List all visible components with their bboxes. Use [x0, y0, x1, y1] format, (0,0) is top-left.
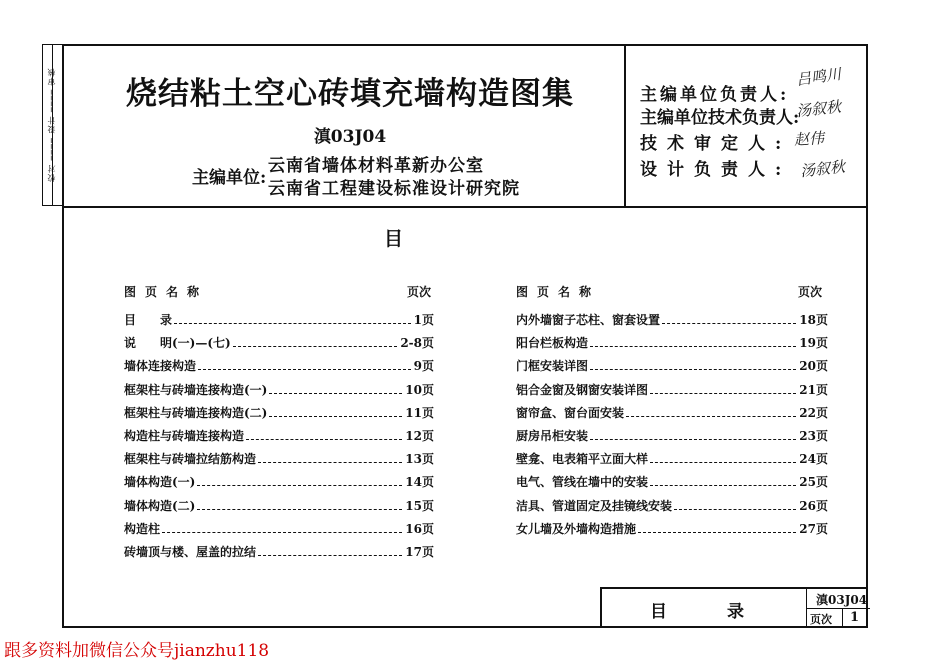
toc-entry: [516, 357, 828, 380]
toc-entry-page: 22页: [799, 405, 828, 420]
toc-entry: [516, 381, 828, 404]
atlas-code: 滇03J04: [313, 127, 387, 147]
toc-entry-title: 壁龛、电表箱平立面大样: [516, 452, 649, 467]
title-block-code: 滇03J04: [816, 593, 868, 607]
toc-entry-page: 14页: [405, 475, 434, 490]
leader-line: [650, 462, 796, 463]
leader-line: [174, 323, 411, 324]
toc-right-list: [516, 311, 828, 543]
toc-entry-title: 女儿墙及外墙构造措施: [516, 521, 637, 536]
toc-entry-title: 厨房吊柜安装: [516, 428, 589, 443]
header-divider-line: [62, 206, 868, 208]
leader-line: [626, 416, 796, 417]
leader-line: [198, 369, 411, 370]
leader-line: [674, 509, 796, 510]
toc-entry: [124, 404, 434, 427]
leader-line: [258, 462, 402, 463]
signature-tech-lead: 汤叙秋: [795, 97, 842, 121]
toc-entry-page: 12页: [405, 428, 434, 443]
side-approval-text: 校对 ──── 设计 ──── 审核: [47, 67, 56, 183]
toc-entry-title: 墙体构造(二): [124, 498, 196, 513]
toc-entry-title: 框架柱与砖墙连接构造(二): [124, 405, 268, 420]
leader-line: [650, 393, 796, 394]
toc-entry-page: 27页: [799, 521, 828, 536]
leader-line: [233, 346, 398, 347]
toc-entry: [124, 473, 434, 496]
toc-entry-title: 窗帘盒、窗台面安装: [516, 405, 625, 420]
toc-entry: [124, 311, 434, 334]
toc-entry: [516, 311, 828, 334]
toc-entry: [124, 520, 434, 543]
toc-entry: [516, 427, 828, 450]
toc-entry-page: 15页: [405, 498, 434, 513]
leader-line: [650, 485, 796, 486]
resp-role-tech-lead: 主编单位技术负责人:: [640, 108, 800, 128]
toc-entry-title: 框架柱与砖墙拉结筋构造: [124, 452, 257, 467]
title-block-page-label: 页次: [810, 613, 832, 626]
col-page-header: 页次: [798, 285, 823, 299]
col-name-header: 图页名称: [124, 285, 209, 299]
toc-entry: [516, 473, 828, 496]
toc-entry-title: 阳台栏板构造: [516, 336, 589, 351]
toc-entry-page: 1页: [413, 313, 434, 327]
toc-entry-page: 11页: [405, 405, 434, 420]
toc-entry: [516, 520, 828, 543]
toc-entry-title: 墙体构造(一): [124, 475, 196, 490]
leader-line: [162, 532, 402, 533]
leader-line: [269, 416, 402, 417]
toc-entry-page: 19页: [799, 336, 828, 351]
toc-entry-page: 9页: [413, 359, 434, 374]
toc-entry-page: 20页: [799, 359, 828, 374]
leader-line: [197, 509, 402, 510]
signature-reviewer: 赵伟: [793, 128, 825, 150]
toc-entry-title: 框架柱与砖墙连接构造(一): [124, 382, 268, 397]
toc-entry-title: 构造柱与砖墙连接构造: [124, 428, 245, 443]
toc-entry-page: 21页: [799, 382, 828, 397]
toc-entry: [124, 427, 434, 450]
leader-line: [258, 555, 402, 556]
toc-left-list: [124, 311, 434, 566]
toc-entry: [516, 450, 828, 473]
col-name-header: 图页名称: [516, 285, 601, 299]
toc-entry-title: 墙体连接构造: [124, 359, 197, 374]
toc-entry-title: 洁具、管道固定及挂镜线安装: [516, 498, 673, 513]
title-block: [600, 587, 868, 628]
toc-entry-title: 目 录: [124, 313, 173, 327]
leader-line: [590, 369, 796, 370]
toc-entry: [124, 497, 434, 520]
toc-entry-title: 构造柱: [124, 521, 161, 536]
atlas-title: 烧结粘土空心砖填充墙构造图集: [126, 76, 574, 112]
toc-entry-page: 24页: [799, 452, 828, 467]
toc-entry-page: 18页: [799, 313, 828, 327]
toc-entry: [124, 543, 434, 566]
leader-line: [269, 393, 402, 394]
toc-heading: 目: [384, 228, 404, 250]
resp-role-designer: 设计负责人:: [640, 160, 792, 180]
toc-entry-page: 2-8页: [400, 336, 434, 351]
toc-entry-title: 砖墙顶与楼、屋盖的拉结: [124, 544, 257, 559]
leader-line: [590, 439, 796, 440]
leader-line: [197, 485, 402, 486]
leader-line: [590, 346, 796, 347]
leader-line: [246, 439, 402, 440]
toc-entry: [124, 334, 434, 357]
editor-unit-1: 云南省墙体材料革新办公室: [268, 156, 484, 176]
watermark-note: 跟多资料加微信公众号jianzhu118: [4, 641, 270, 661]
toc-entry-title: 说 明(一)—(七): [124, 336, 231, 351]
leader-line: [662, 323, 796, 324]
toc-entry: [516, 404, 828, 427]
signature-designer: 汤叙秋: [799, 157, 846, 181]
resp-role-reviewer: 技术审定人:: [640, 134, 792, 154]
title-block-title: 目录: [650, 602, 804, 622]
toc-entry-page: 23页: [799, 428, 828, 443]
toc-entry-title: 门框安装详图: [516, 359, 589, 374]
toc-entry-page: 16页: [405, 521, 434, 536]
signature-chief-unit: 吕鸣川: [795, 64, 843, 90]
col-page-header: 页次: [407, 285, 432, 299]
editor-unit-2: 云南省工程建设标准设计研究院: [268, 179, 520, 199]
toc-entry: [124, 450, 434, 473]
toc-entry-title: 铝合金窗及钢窗安装详图: [516, 382, 649, 397]
toc-entry-title: 内外墙窗子芯柱、窗套设置: [516, 313, 661, 327]
title-block-page-number: 1: [850, 610, 860, 625]
toc-entry: [516, 497, 828, 520]
toc-entry: [516, 334, 828, 357]
toc-entry-page: 26页: [799, 498, 828, 513]
leader-line: [638, 532, 796, 533]
toc-entry-page: 10页: [405, 382, 434, 397]
toc-entry-page: 13页: [405, 452, 434, 467]
toc-entry: [124, 381, 434, 404]
toc-entry: [124, 357, 434, 380]
resp-role-chief-unit: 主编单位负责人:: [640, 85, 790, 105]
header-vertical-divider: [624, 44, 626, 206]
toc-entry-page: 17页: [405, 544, 434, 559]
toc-entry-page: 25页: [799, 475, 828, 490]
toc-entry-title: 电气、管线在墙中的安装: [516, 475, 649, 490]
editor-label: 主编单位:: [192, 168, 267, 188]
